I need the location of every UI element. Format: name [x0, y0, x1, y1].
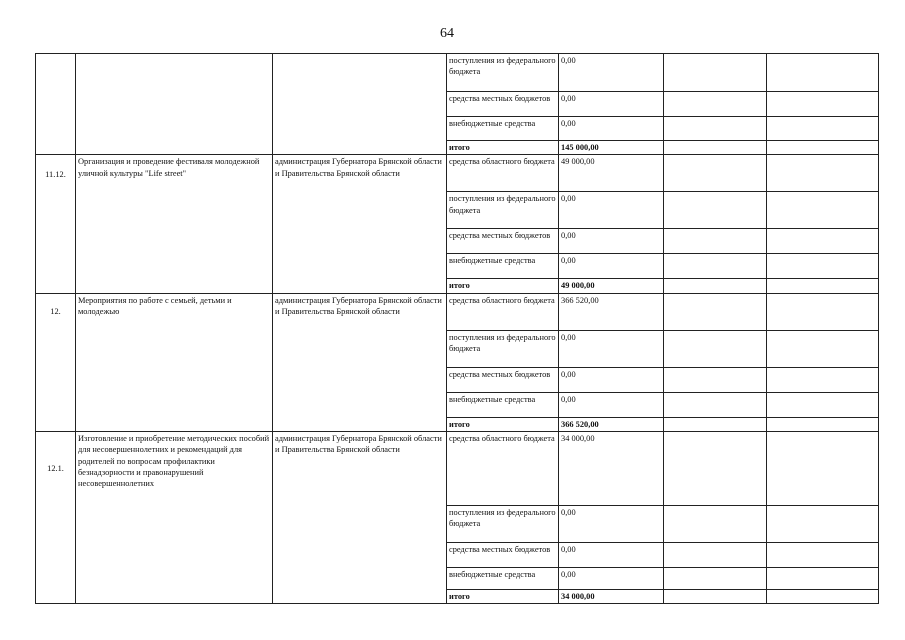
amount-cell: 34 000,00: [559, 432, 664, 506]
item-number: 12.: [36, 293, 76, 431]
empty-cell: [664, 392, 767, 417]
empty-cell: [767, 590, 879, 604]
amount-cell: 0,00: [559, 92, 664, 117]
item-executor: администрация Губернатора Брянской области и Правительства Брянской области: [273, 155, 447, 293]
source-label: поступления из федерального бюджета: [447, 330, 559, 367]
empty-cell: [767, 117, 879, 141]
source-label: средства областного бюджета: [447, 432, 559, 506]
empty-cell: [664, 293, 767, 330]
item-name: Организация и проведение фестиваля молодежной уличной культуры "Life street": [76, 155, 273, 293]
empty-cell: [664, 417, 767, 431]
empty-cell: [767, 192, 879, 229]
page-number: 64: [440, 26, 454, 41]
table-row: [36, 432, 879, 506]
item-name: Изготовление и приобретение методических пособий для несовершеннолетних и рекомендаций для родителей по вопросам профилактики безнадзорности и правонарушений несовершеннолетних: [76, 432, 273, 604]
source-label: поступления из федерального бюджета: [447, 506, 559, 543]
executor-cell: [273, 54, 447, 155]
table-row: [36, 155, 879, 192]
empty-cell: [767, 543, 879, 568]
empty-cell: [767, 279, 879, 293]
empty-cell: [767, 254, 879, 279]
empty-cell: [664, 192, 767, 229]
empty-cell: [664, 590, 767, 604]
total-amount: 34 000,00: [559, 590, 664, 604]
empty-cell: [767, 392, 879, 417]
amount-cell: 0,00: [559, 192, 664, 229]
empty-cell: [664, 141, 767, 155]
source-label: средства местных бюджетов: [447, 367, 559, 392]
item-name: Мероприятия по работе с семьей, детьми и молодежью: [76, 293, 273, 431]
empty-cell: [767, 92, 879, 117]
empty-cell: [664, 568, 767, 590]
budget-table: [35, 53, 879, 604]
amount-cell: 49 000,00: [559, 155, 664, 192]
total-label: итого: [447, 279, 559, 293]
item-number-cell: [36, 54, 76, 155]
empty-cell: [767, 568, 879, 590]
source-label: средства областного бюджета: [447, 293, 559, 330]
empty-cell: [767, 432, 879, 506]
item-name-cell: [76, 54, 273, 155]
empty-cell: [767, 330, 879, 367]
empty-cell: [664, 254, 767, 279]
amount-cell: 0,00: [559, 254, 664, 279]
amount-cell: 366 520,00: [559, 293, 664, 330]
table-row: [36, 293, 879, 330]
empty-cell: [664, 117, 767, 141]
source-label: внебюджетные средства: [447, 117, 559, 141]
total-label: итого: [447, 590, 559, 604]
source-label: средства местных бюджетов: [447, 229, 559, 254]
amount-cell: 0,00: [559, 117, 664, 141]
empty-cell: [664, 155, 767, 192]
empty-cell: [767, 367, 879, 392]
empty-cell: [767, 155, 879, 192]
empty-cell: [767, 506, 879, 543]
empty-cell: [664, 506, 767, 543]
item-executor: администрация Губернатора Брянской области и Правительства Брянской области: [273, 432, 447, 604]
source-label: средства местных бюджетов: [447, 543, 559, 568]
source-label: внебюджетные средства: [447, 254, 559, 279]
total-amount: 145 000,00: [559, 141, 664, 155]
table-row: [36, 54, 879, 92]
total-amount: 366 520,00: [559, 417, 664, 431]
total-label: итого: [447, 417, 559, 431]
amount-cell: 0,00: [559, 367, 664, 392]
empty-cell: [767, 229, 879, 254]
amount-cell: 0,00: [559, 568, 664, 590]
amount-cell: 0,00: [559, 330, 664, 367]
amount-cell: 0,00: [559, 229, 664, 254]
amount-cell: 0,00: [559, 54, 664, 92]
source-label: поступления из федерального бюджета: [447, 54, 559, 92]
source-label: средства областного бюджета: [447, 155, 559, 192]
source-label: внебюджетные средства: [447, 392, 559, 417]
amount-cell: 0,00: [559, 543, 664, 568]
item-executor: администрация Губернатора Брянской области и Правительства Брянской области: [273, 293, 447, 431]
empty-cell: [664, 330, 767, 367]
total-label: итого: [447, 141, 559, 155]
source-label: средства местных бюджетов: [447, 92, 559, 117]
source-label: внебюджетные средства: [447, 568, 559, 590]
empty-cell: [664, 54, 767, 92]
amount-cell: 0,00: [559, 506, 664, 543]
amount-cell: 0,00: [559, 392, 664, 417]
empty-cell: [664, 432, 767, 506]
item-number: 11.12.: [36, 155, 76, 293]
empty-cell: [767, 54, 879, 92]
empty-cell: [664, 92, 767, 117]
empty-cell: [664, 279, 767, 293]
empty-cell: [767, 417, 879, 431]
total-amount: 49 000,00: [559, 279, 664, 293]
empty-cell: [664, 229, 767, 254]
item-number: 12.1.: [36, 432, 76, 604]
empty-cell: [664, 543, 767, 568]
source-label: поступления из федерального бюджета: [447, 192, 559, 229]
empty-cell: [767, 141, 879, 155]
empty-cell: [767, 293, 879, 330]
empty-cell: [664, 367, 767, 392]
